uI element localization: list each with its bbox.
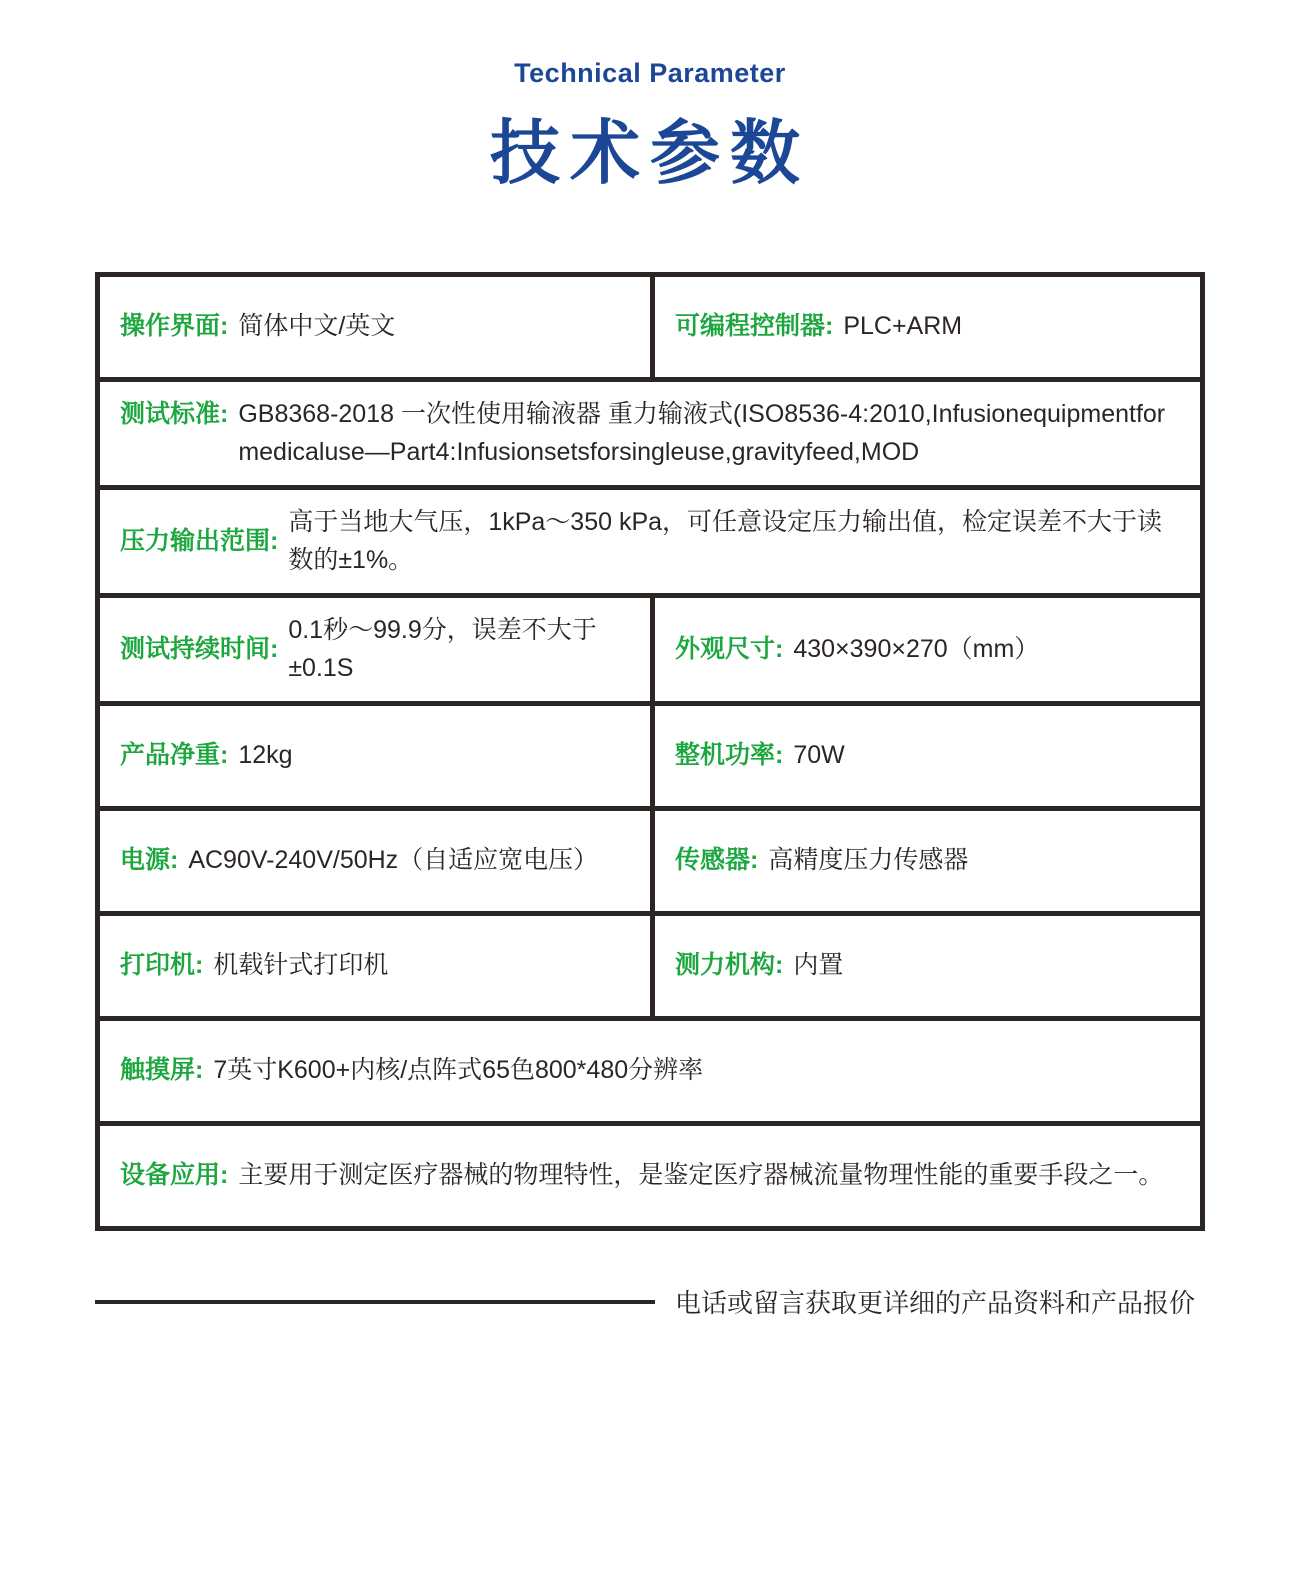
param-label: 可编程控制器: bbox=[675, 312, 834, 341]
param-value: 主要用于测定医疗器械的物理特性，是鉴定医疗器械流量物理性能的重要手段之一。 bbox=[238, 1161, 1164, 1190]
table-row bbox=[100, 377, 1200, 485]
table-row bbox=[100, 1121, 1200, 1226]
cell-test-duration bbox=[100, 598, 650, 701]
param-label: 测试持续时间: bbox=[120, 634, 279, 663]
cell-dimensions bbox=[650, 598, 1200, 701]
param-label: 电源: bbox=[120, 846, 179, 875]
param-label: 触摸屏: bbox=[120, 1056, 204, 1085]
cell-printer bbox=[100, 916, 650, 1016]
param-value: 内置 bbox=[793, 951, 844, 980]
page-header bbox=[0, 0, 1300, 198]
cell-touch-screen bbox=[100, 1021, 1200, 1121]
param-label: 设备应用: bbox=[120, 1161, 229, 1190]
subtitle-english: Technical Parameter bbox=[514, 58, 786, 88]
param-label: 传感器: bbox=[675, 846, 759, 875]
param-label: 外观尺寸: bbox=[675, 634, 784, 663]
parameter-table bbox=[95, 272, 1205, 1231]
cell-power-supply bbox=[100, 811, 650, 911]
table-row bbox=[100, 485, 1200, 593]
param-value: 7英寸K600+内核/点阵式65色800*480分辨率 bbox=[213, 1056, 704, 1085]
cell-operation-interface bbox=[100, 277, 650, 377]
param-value: AC90V-240V/50Hz（自适应宽电压） bbox=[188, 846, 599, 875]
page-title: 技术参数 bbox=[490, 114, 810, 192]
param-value: 0.1秒～99.9分，误差不大于±0.1S bbox=[288, 616, 597, 682]
cell-sensor bbox=[650, 811, 1200, 911]
table-row bbox=[100, 701, 1200, 806]
param-value: 430×390×270（mm） bbox=[793, 634, 1040, 663]
cell-net-weight bbox=[100, 706, 650, 806]
cell-programmable-controller bbox=[650, 277, 1200, 377]
footer bbox=[95, 1283, 1205, 1320]
table-row bbox=[100, 911, 1200, 1016]
param-label: 产品净重: bbox=[120, 741, 229, 770]
table-row bbox=[100, 593, 1200, 701]
cell-test-standard bbox=[100, 382, 1200, 485]
param-value: 高于当地大气压，1kPa～350 kPa，可任意设定压力输出值，检定误差不大于读数的±1%。 bbox=[288, 508, 1163, 574]
param-value: 机载针式打印机 bbox=[213, 951, 389, 980]
param-value: 70W bbox=[793, 741, 845, 770]
param-label: 打印机: bbox=[120, 951, 204, 980]
param-value: 12kg bbox=[238, 741, 293, 770]
cell-device-application bbox=[100, 1126, 1200, 1226]
param-value: 高精度压力传感器 bbox=[768, 846, 969, 875]
divider-line bbox=[95, 1300, 655, 1304]
param-value: GB8368-2018 一次性使用输液器 重力输液式(ISO8536-4:2010,Infusionequipmentformedicaluse—Part4:Infusionsetsforsingleuse,gravityfeed,MOD bbox=[238, 400, 1166, 466]
cell-force-mechanism bbox=[650, 916, 1200, 1016]
param-value: 简体中文/英文 bbox=[238, 312, 396, 341]
cell-total-power bbox=[650, 706, 1200, 806]
param-label: 操作界面: bbox=[120, 312, 229, 341]
param-label: 整机功率: bbox=[675, 741, 784, 770]
table-row bbox=[100, 1016, 1200, 1121]
contact-note: 电话或留言获取更详细的产品资料和产品报价 bbox=[675, 1288, 1196, 1318]
param-label: 测试标准: bbox=[120, 400, 229, 428]
cell-pressure-output-range bbox=[100, 490, 1200, 593]
table-row bbox=[100, 277, 1200, 377]
param-label: 压力输出范围: bbox=[120, 526, 279, 555]
param-label: 测力机构: bbox=[675, 951, 784, 980]
table-row bbox=[100, 806, 1200, 911]
param-value: PLC+ARM bbox=[843, 312, 963, 341]
